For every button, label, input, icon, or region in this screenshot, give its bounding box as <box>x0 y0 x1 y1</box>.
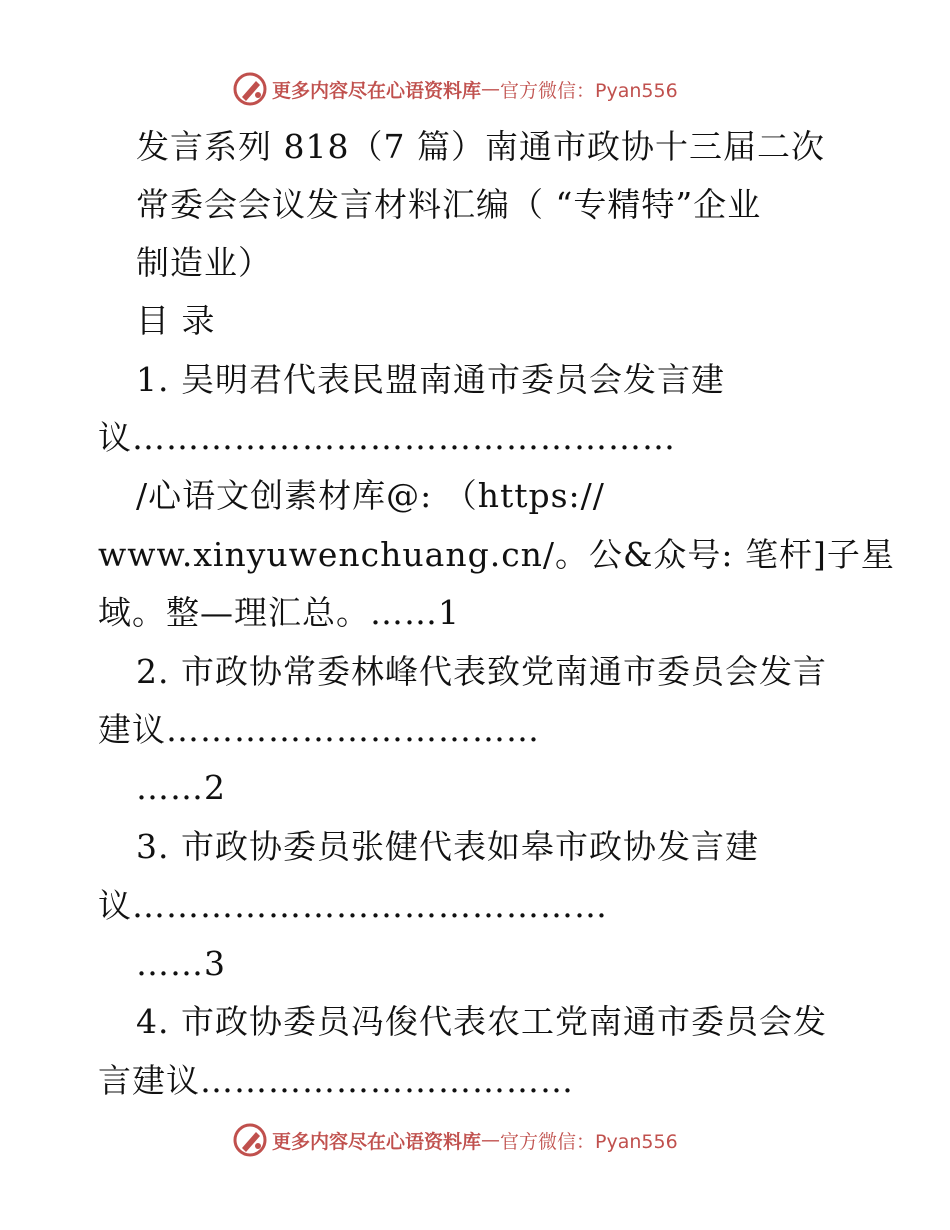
toc-item-3: 3. 市政协委员张健代表如皋市政协发言建 <box>136 827 759 866</box>
banner-text: 更多内容尽在心语资料库 <box>272 79 482 102</box>
toc-item-2-page: ……2 <box>136 768 226 807</box>
toc-item-4-cont: 言建议…………………………… <box>98 1061 574 1100</box>
source-note-line-3: 域。整—理汇总。……1 <box>98 593 460 632</box>
toc-item-1-cont: 议………………………………………… <box>98 418 676 457</box>
title-line-2: 常委会会议发言材料汇编（ “专精特”企业 <box>136 185 762 224</box>
banner-wechat: 官方微信：Pyan556 <box>500 1130 678 1153</box>
pen-circle-logo-icon <box>232 71 268 107</box>
banner-wechat: 官方微信：Pyan556 <box>500 79 678 102</box>
banner-separator: — <box>481 78 501 100</box>
title-line-3: 制造业） <box>136 243 272 282</box>
source-note-line-2: www.xinyuwenchuang.cn/。公&众号: 笔杆]子星 <box>98 535 895 574</box>
banner-text: 更多内容尽在心语资料库 <box>272 1130 482 1153</box>
header-watermark-banner <box>232 70 678 108</box>
footer-watermark-banner <box>232 1121 678 1159</box>
toc-item-1: 1. 吴明君代表民盟南通市委员会发言建 <box>136 360 725 399</box>
toc-item-3-cont: 议…………………………………… <box>98 886 608 925</box>
toc-item-4: 4. 市政协委员冯俊代表农工党南通市委员会发 <box>136 1002 827 1041</box>
title-line-1: 发言系列 818（7 篇）南通市政协十三届二次 <box>136 127 825 166</box>
toc-item-3-page: ……3 <box>136 944 226 983</box>
toc-item-2: 2. 市政协常委林峰代表致党南通市委员会发言 <box>136 652 827 691</box>
toc-item-2-cont: 建议…………………………… <box>98 710 540 749</box>
pen-circle-logo-icon <box>232 1122 268 1158</box>
source-note-line-1: /心语文创素材库@: （https:// <box>136 476 605 515</box>
toc-heading: 目 录 <box>136 301 216 340</box>
banner-separator: — <box>481 1129 501 1151</box>
